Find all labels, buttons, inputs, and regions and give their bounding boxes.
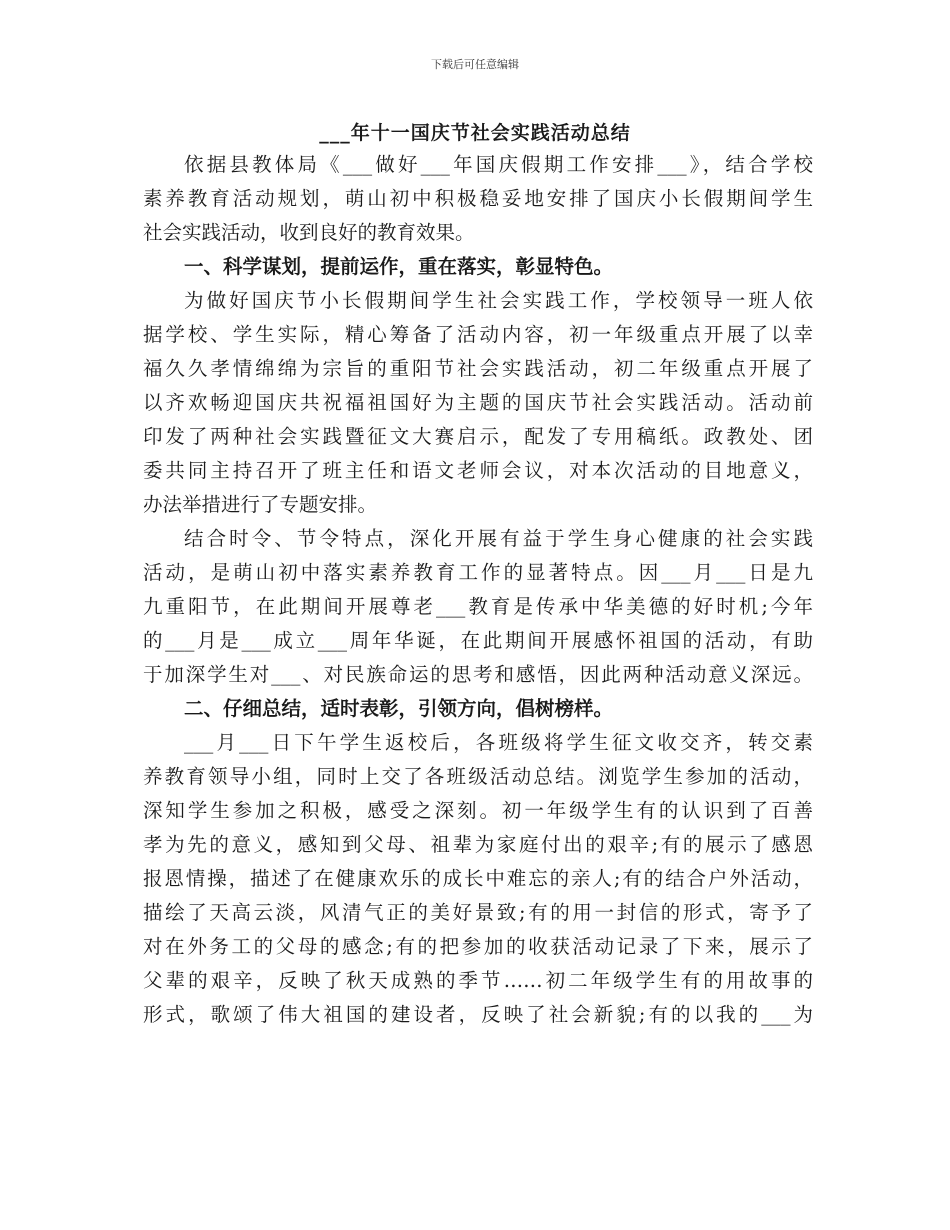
paragraph-line: 以齐欢畅迎国庆共祝福祖国好为主题的国庆节社会实践活动。活动前 (143, 391, 813, 414)
page-header-note: 下载后可任意编辑 (431, 58, 519, 71)
paragraph-line: 福久久孝情绵绵为宗旨的重阳节社会实践活动，初二年级重点开展了 (143, 357, 813, 380)
paragraph-line: 办法举措进行了专题安排。 (143, 493, 378, 516)
paragraph-line: 养教育领导小组，同时上交了各班级活动总结。浏览学生参加的活动， (143, 765, 813, 788)
paragraph-line: 描绘了天高云淡，风清气正的美好景致;有的用一封信的形式，寄予了 (143, 901, 813, 924)
paragraph-line: 结合时令、节令特点，深化开展有益于学生身心健康的社会实践 (184, 527, 813, 550)
paragraph-line: 活动，是萌山初中落实素养教育工作的显著特点。因___月___日是九 (143, 561, 813, 584)
paragraph-line: 孝为先的意义，感知到父母、祖辈为家庭付出的艰辛;有的展示了感恩 (143, 833, 813, 856)
document-title: ___年十一国庆节社会实践活动总结 (319, 122, 631, 144)
paragraph-line: 父辈的艰辛，反映了秋天成熟的季节……初二年级学生有的用故事的 (143, 969, 813, 992)
paragraph-line: 形式，歌颂了伟大祖国的建设者，反映了社会新貌;有的以我的___为 (143, 1003, 813, 1026)
paragraph-line: 九重阳节，在此期间开展尊老___教育是传承中华美德的好时机;今年 (143, 595, 813, 618)
document-body (143, 148, 813, 1032)
paragraph-line: 深知学生参加之积极，感受之深刻。初一年级学生有的认识到了百善 (143, 799, 813, 822)
paragraph-line: 社会实践活动，收到良好的教育效果。 (143, 221, 475, 244)
paragraph-line: 据学校、学生实际，精心筹备了活动内容，初一年级重点开展了以幸 (143, 323, 813, 346)
paragraph-line: 素养教育活动规划，萌山初中积极稳妥地安排了国庆小长假期间学生 (143, 187, 813, 210)
section-heading: 一、科学谋划，提前运作，重在落实，彰显特色。 (184, 255, 614, 278)
paragraph-line: 依据县教体局《___做好___年国庆假期工作安排___》，结合学校 (184, 153, 813, 176)
paragraph-line: 印发了两种社会实践暨征文大赛启示，配发了专用稿纸。政教处、团 (143, 425, 813, 448)
paragraph-line: 为做好国庆节小长假期间学生社会实践工作，学校领导一班人依 (184, 289, 813, 312)
paragraph-line: 的___月是___成立___周年华诞，在此期间开展感怀祖国的活动，有助 (143, 629, 813, 652)
paragraph-line: 报恩情操，描述了在健康欢乐的成长中难忘的亲人;有的结合户外活动， (143, 867, 813, 890)
paragraph-line: 对在外务工的父母的感念;有的把参加的收获活动记录了下来，展示了 (143, 935, 813, 958)
paragraph-line: 委共同主持召开了班主任和语文老师会议，对本次活动的目地意义， (143, 459, 813, 482)
paragraph-line: 于加深学生对___、对民族命运的思考和感悟，因此两种活动意义深远。 (143, 663, 813, 686)
section-heading: 二、仔细总结，适时表彰，引领方向，倡树榜样。 (184, 697, 614, 720)
paragraph-line: ___月___日下午学生返校后，各班级将学生征文收交齐，转交素 (184, 731, 813, 754)
